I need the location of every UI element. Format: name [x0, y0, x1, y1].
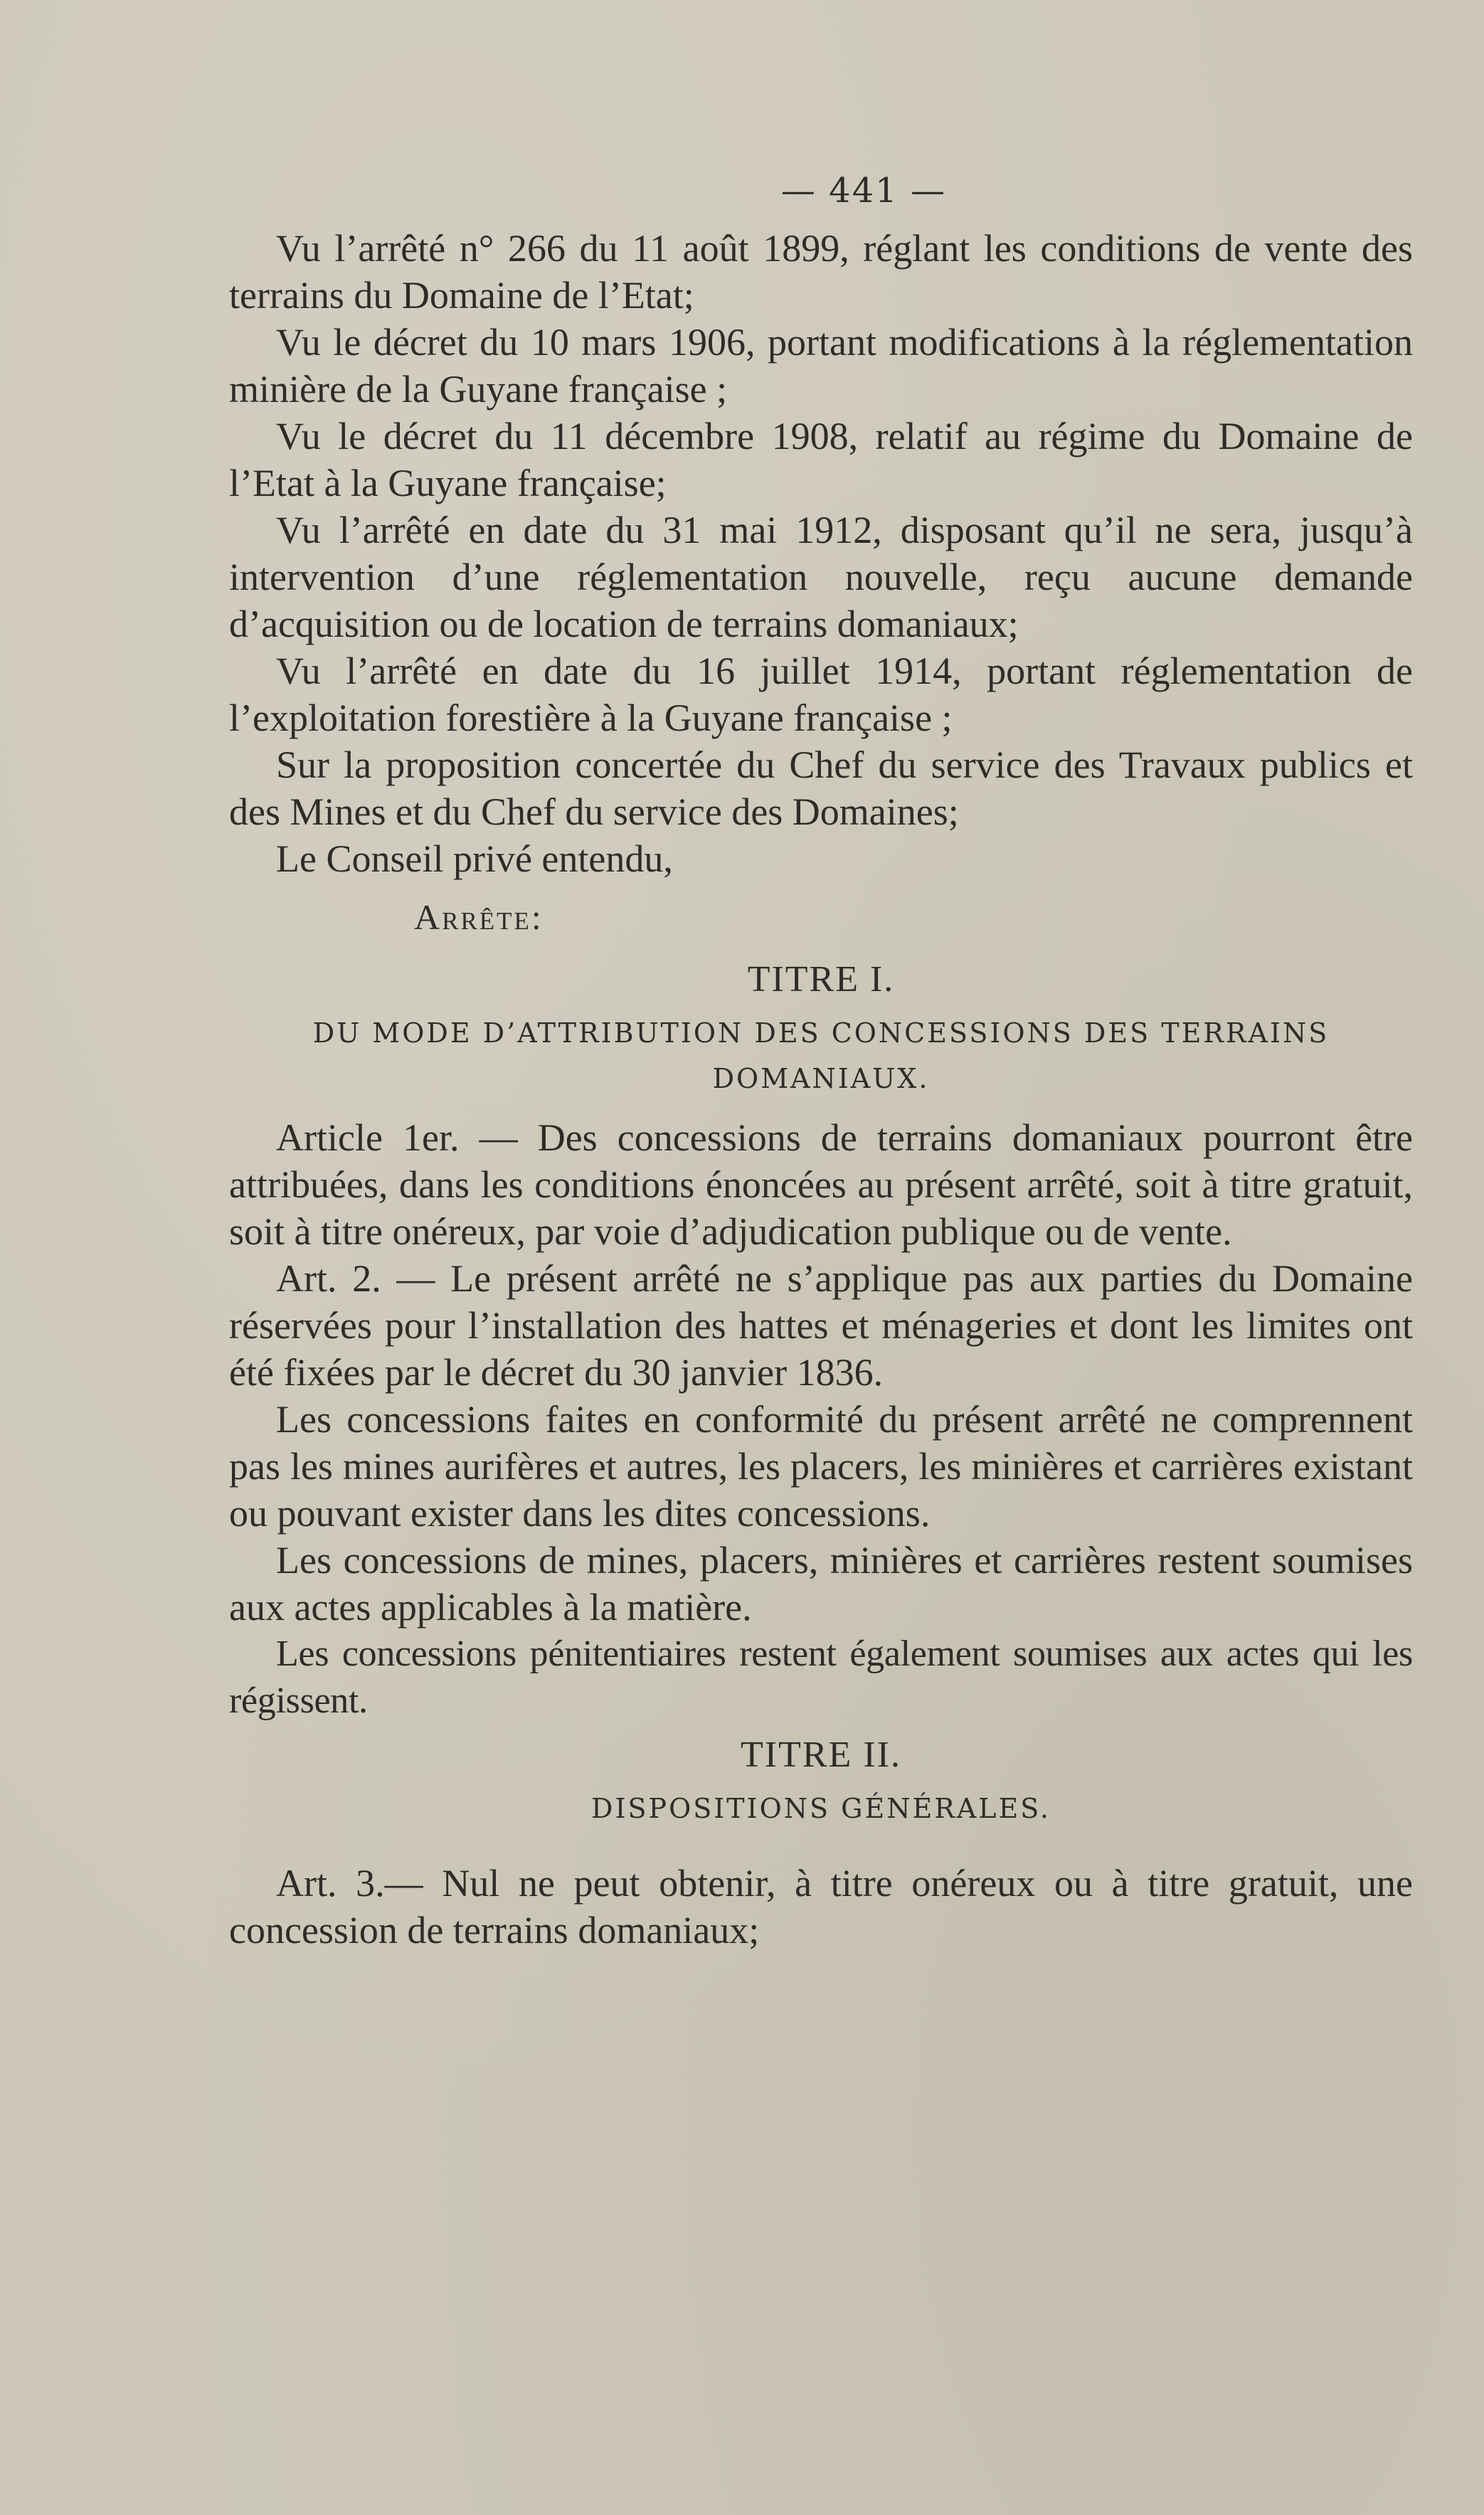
heading-dispositions-generales: DISPOSITIONS GÉNÉRALES.: [590, 1793, 1051, 1824]
decree-arrete: Arrête:: [414, 897, 544, 937]
article-3: Art. 3.— Nul ne peut obtenir, à titre onéreux ou à titre gratuit, une concession de terrains domaniaux;: [229, 1862, 1413, 1952]
paragraph-concessions-penitentiaires: Les concessions pénitentiaires restent également soumises aux actes qui les régissent.: [229, 1634, 1413, 1721]
page-text: [229, 157, 1413, 1954]
page-number: — 441 —: [780, 171, 947, 211]
paragraph-vu-arrete-266: Vu l’arrêté n° 266 du 11 août 1899, réglant les conditions de vente des terrains du Domaine de l’Etat;: [229, 227, 1413, 317]
paragraph-vu-arrete-1914: Vu l’arrêté en date du 16 juillet 1914, portant réglementation de l’exploitation forestière à la Guyane française ;: [229, 650, 1413, 739]
article-1: Article 1er. — Des concessions de terrains domaniaux pourront être attribuées, dans les conditions énoncées au présent arrêté, soit à titre gratuit, soit à titre onéreux, par voie d’adjudication publique ou de vente.: [229, 1116, 1413, 1253]
paragraph-vu-decret-1908: Vu le décret du 11 décembre 1908, relatif au régime du Domaine de l’Etat à la Guyane française;: [229, 415, 1413, 504]
paragraph-mines-exclusion: Les concessions faites en conformité du présent arrêté ne comprennent pas les mines aurifères et autres, les placers, les minières et carrières existant ou pouvant exister dans les dites concessions.: [229, 1398, 1413, 1535]
heading-mode-attribution: DU MODE D’ATTRIBUTION DES CONCESSIONS DES TERRAINS DOMANIAUX.: [312, 1017, 1330, 1094]
paragraph-conseil-prive: Le Conseil privé entendu,: [276, 837, 673, 880]
paragraph-vu-decret-1906: Vu le décret du 10 mars 1906, portant modifications à la réglementation minière de la Guyane française ;: [229, 321, 1413, 411]
paragraph-concessions-mines: Les concessions de mines, placers, minières et carrières restent soumises aux actes applicables à la matière.: [229, 1539, 1413, 1629]
paragraph-vu-arrete-1912: Vu l’arrêté en date du 31 mai 1912, disposant qu’il ne sera, jusqu’à intervention d’une réglementation nouvelle, reçu aucune demande d’acquisition ou de location de terrains domaniaux;: [229, 509, 1413, 645]
title-2: TITRE II.: [741, 1735, 901, 1775]
paragraph-sur-la-proposition: Sur la proposition concertée du Chef du service des Travaux publics et des Mines et du Chef du service des Domaines;: [229, 743, 1413, 833]
title-1: TITRE I.: [747, 959, 895, 1000]
article-2: Art. 2. — Le présent arrêté ne s’applique pas aux parties du Domaine réservées pour l’installation des hattes et ménageries et dont les limites ont été fixées par le décret du 30 janvier 1836.: [229, 1257, 1413, 1394]
